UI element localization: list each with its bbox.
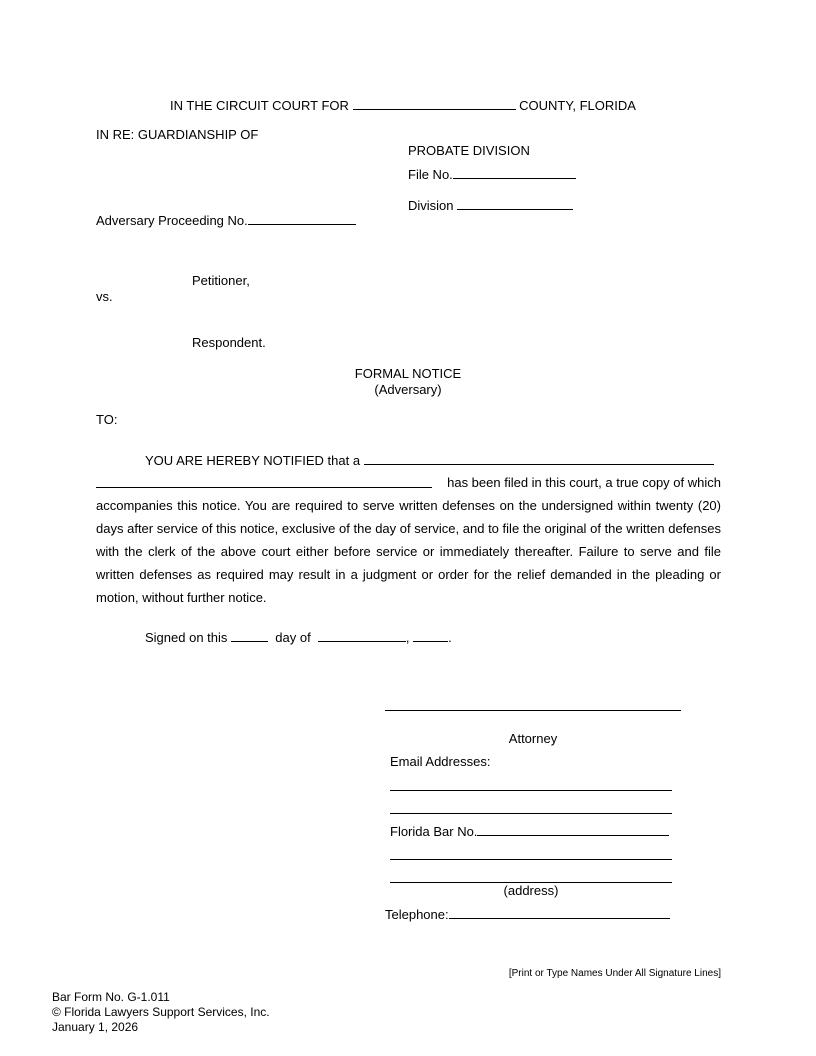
signed-period: . xyxy=(448,630,452,645)
document-subtitle: (Adversary) xyxy=(374,382,442,397)
attorney-label: Attorney xyxy=(508,731,558,746)
pleading-blank-2 xyxy=(96,475,432,488)
telephone-blank xyxy=(449,906,670,919)
adversary-no-blank xyxy=(248,212,356,225)
day-blank xyxy=(231,629,268,642)
telephone xyxy=(385,906,670,923)
bar-no-label: Florida Bar No. xyxy=(390,824,478,839)
court-heading xyxy=(170,97,636,114)
filed-text: has been filed in this court, a true copy of which xyxy=(447,475,721,490)
respondent-label: Respondent. xyxy=(192,335,266,350)
address-label: (address) xyxy=(503,883,559,898)
notice-lead xyxy=(145,452,714,469)
file-no-label: File No. xyxy=(408,167,453,182)
in-re-label: IN RE: GUARDIANSHIP OF xyxy=(96,127,259,142)
signature-line xyxy=(385,710,681,711)
division xyxy=(408,197,573,214)
pleading-blank xyxy=(364,452,714,465)
file-no-blank xyxy=(453,166,576,179)
year-blank xyxy=(413,629,448,642)
adversary-proceeding xyxy=(96,212,356,229)
adversary-label: Adversary Proceeding No. xyxy=(96,213,248,228)
division-label: Division xyxy=(408,198,454,213)
county-blank xyxy=(353,97,516,110)
vs-label: vs. xyxy=(96,289,113,304)
month-blank xyxy=(318,629,406,642)
division-blank xyxy=(457,197,573,210)
petitioner-label: Petitioner, xyxy=(192,273,250,288)
telephone-label: Telephone: xyxy=(385,907,449,922)
notice-paragraph: accompanies this notice. You are required to serve written defenses on the undersigned within twenty (20) days after service of this notice, exclusive of the day of service, and to file the original of the written defenses with the clerk of the above court either before service or immediately thereafter. Failure to serve and file written defenses as required may result in a judgment or order for the relief demanded in the pleading or motion, without further notice. xyxy=(96,498,721,605)
file-no xyxy=(408,166,576,183)
document-title: FORMAL NOTICE xyxy=(354,366,462,381)
florida-bar-no xyxy=(390,823,669,840)
court-suffix: COUNTY, FLORIDA xyxy=(519,98,636,113)
copyright: © Florida Lawyers Support Services, Inc. xyxy=(52,1005,270,1019)
signed-line xyxy=(145,629,452,646)
address-line-1 xyxy=(390,859,672,860)
email-label: Email Addresses: xyxy=(390,754,491,769)
day-of-label: day of xyxy=(275,630,311,645)
email-line-2 xyxy=(390,813,672,814)
filed-line xyxy=(96,475,721,492)
probate-division: PROBATE DIVISION xyxy=(408,143,530,158)
court-prefix: IN THE CIRCUIT COURT FOR xyxy=(170,98,349,113)
bar-form-no: Bar Form No. G-1.011 xyxy=(52,990,170,1004)
to-label: TO: xyxy=(96,412,118,427)
form-date: January 1, 2026 xyxy=(52,1020,139,1034)
bar-no-blank xyxy=(477,823,669,836)
signed-prefix: Signed on this xyxy=(145,630,228,645)
signature-note: [Print or Type Names Under All Signature Lines] xyxy=(508,968,721,979)
signed-comma: , xyxy=(405,630,410,645)
notice-lead-text: YOU ARE HEREBY NOTIFIED that a xyxy=(145,453,361,468)
email-line-1 xyxy=(390,790,672,791)
